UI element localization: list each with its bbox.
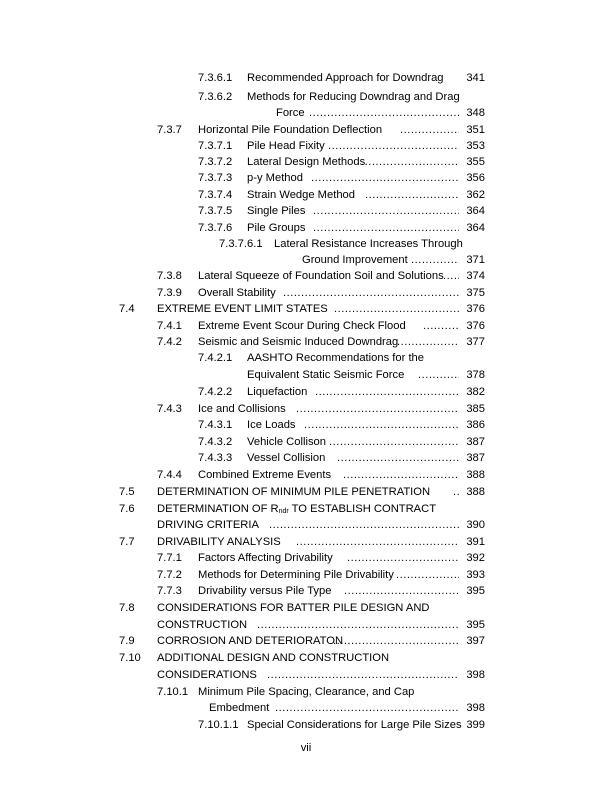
dot-leader <box>309 105 459 121</box>
entry-page: 371 <box>466 254 485 266</box>
toc-entry <box>157 401 485 417</box>
entry-title-cont: Equivalent Static Seismic Force <box>247 369 405 381</box>
entry-number: 7.7.3 <box>157 585 182 597</box>
entry-title: DRIVABILITY ANALYSIS <box>157 536 281 548</box>
toc-entry <box>198 154 485 170</box>
entry-title-pre: DETERMINATION OF R <box>157 503 279 515</box>
toc-entry <box>219 236 485 252</box>
toc-entry <box>157 334 485 350</box>
entry-title: Strain Wedge Method <box>247 189 356 201</box>
entry-title-post: TO ESTABLISH CONTRACT <box>288 503 437 515</box>
entry-title: CORROSION AND DETERIORATON <box>157 635 344 647</box>
toc-entry <box>157 567 485 583</box>
toc-entry <box>198 450 485 466</box>
entry-title-cont: Embedment <box>209 702 270 714</box>
entry-number: 7.3.7.6.1 <box>219 238 263 250</box>
dot-leader <box>396 567 459 583</box>
dot-leader <box>423 318 459 334</box>
entry-page: 392 <box>466 552 485 564</box>
entry-title: Pile Groups <box>247 222 306 234</box>
entry-number: 7.4.3.1 <box>198 419 233 431</box>
entry-number: 7.8 <box>119 602 135 614</box>
toc-entry <box>157 684 485 700</box>
entry-page: 341 <box>466 72 485 84</box>
entry-page: 390 <box>466 519 485 531</box>
entry-number: 7.3.8 <box>157 270 182 282</box>
toc-entry <box>157 583 485 599</box>
entry-title: AASHTO Recommendations for the <box>247 352 425 364</box>
dot-leader <box>304 417 459 433</box>
toc-entry <box>198 384 485 400</box>
dot-leader <box>343 467 459 483</box>
dot-leader <box>334 301 459 317</box>
entry-number: 7.4.1 <box>157 320 182 332</box>
entry-title: Horizontal Pile Foundation Deflection <box>198 124 383 136</box>
toc-entry <box>119 301 485 317</box>
entry-number: 7.7 <box>119 536 135 548</box>
toc-entry <box>198 89 485 105</box>
entry-number: 7.3.7.3 <box>198 172 233 184</box>
dot-leader <box>361 154 459 170</box>
entry-number: 7.10.1 <box>157 686 189 698</box>
dot-leader <box>313 203 459 219</box>
entry-page: 375 <box>466 287 485 299</box>
entry-title: p-y Method <box>247 172 303 184</box>
entry-number: 7.7.1 <box>157 552 182 564</box>
entry-title: Methods for Determining Pile Drivability <box>198 569 394 581</box>
entry-title-cont: CONSTRUCTION <box>157 619 248 631</box>
toc-entry <box>157 550 485 566</box>
entry-page: 356 <box>466 172 485 184</box>
dot-leader <box>397 334 459 350</box>
entry-page: 397 <box>466 635 485 647</box>
entry-number: 7.10 <box>119 652 141 664</box>
entry-title: Vehicle Collison <box>247 436 326 448</box>
entry-page: 395 <box>466 619 485 631</box>
entry-number: 7.3.9 <box>157 287 182 299</box>
dot-leader <box>337 450 459 466</box>
toc-entry <box>198 717 485 733</box>
entry-number: 7.4.2.1 <box>198 352 233 364</box>
entry-number: 7.3.7 <box>157 124 182 136</box>
entry-number: 7.3.6.2 <box>198 91 233 103</box>
entry-page: 377 <box>466 336 485 348</box>
entry-number: 7.4.3 <box>157 403 182 415</box>
entry-page: 382 <box>466 386 485 398</box>
entry-page: 385 <box>466 403 485 415</box>
dot-leader <box>400 122 459 138</box>
entry-title: Methods for Reducing Downdrag and Drag <box>247 91 460 103</box>
toc-entry <box>198 417 485 433</box>
dot-leader <box>311 170 459 186</box>
entry-title-subscript: ndr <box>278 508 289 515</box>
entry-title: Vessel Collision <box>247 452 326 464</box>
entry-page: 362 <box>466 189 485 201</box>
toc-entry <box>157 122 485 138</box>
dot-leader <box>313 220 459 236</box>
dot-leader <box>257 617 459 633</box>
entry-page: 399 <box>466 719 485 731</box>
entry-title: Special Considerations for Large Pile Sizes <box>247 719 462 731</box>
entry-title: CONSIDERATIONS FOR BATTER PILE DESIGN AND <box>157 602 430 614</box>
toc-entry <box>198 138 485 154</box>
entry-number: 7.4.2.2 <box>198 386 233 398</box>
entry-number: 7.4 <box>119 303 135 315</box>
entry-page: 388 <box>466 469 485 481</box>
entry-page: 364 <box>466 205 485 217</box>
entry-page: 388 <box>466 486 485 498</box>
toc-entry <box>157 285 485 301</box>
toc-entry <box>198 187 485 203</box>
toc-entry <box>198 220 485 236</box>
dot-leader <box>365 187 459 203</box>
toc-entry <box>119 600 485 616</box>
entry-page: 398 <box>466 669 485 681</box>
entry-page: 387 <box>466 452 485 464</box>
toc-entry-continuation <box>219 252 485 268</box>
toc-entry-continuation <box>198 105 485 121</box>
entry-title: Seismic and Seismic Induced Downdrag <box>198 336 399 348</box>
entry-number: 7.3.7.1 <box>198 140 233 152</box>
entry-title: Extreme Event Scour During Check Flood <box>198 320 406 332</box>
entry-page: 351 <box>466 124 485 136</box>
dot-leader <box>344 583 459 599</box>
entry-title-cont: DRIVING CRITERIA <box>157 519 259 531</box>
entry-title: Factors Affecting Drivability <box>198 552 333 564</box>
entry-page: 391 <box>466 536 485 548</box>
entry-title: ADDITIONAL DESIGN AND CONSTRUCTION <box>157 652 390 664</box>
entry-title-cont: Ground Improvement <box>302 254 408 266</box>
entry-page: 393 <box>466 569 485 581</box>
entry-number: 7.3.7.4 <box>198 189 233 201</box>
entry-number: 7.3.7.5 <box>198 205 233 217</box>
toc-entry <box>198 203 485 219</box>
dot-leader <box>269 517 459 533</box>
entry-title: Ice Loads <box>247 419 296 431</box>
dot-leader <box>328 138 459 154</box>
entry-title: EXTREME EVENT LIMIT STATES <box>157 303 328 315</box>
page-footer-number: vii <box>300 742 312 754</box>
toc-entry <box>157 318 485 334</box>
toc-entry-continuation <box>119 667 485 683</box>
entry-number: 7.4.3.2 <box>198 436 233 448</box>
dot-leader <box>443 268 459 284</box>
toc-entry <box>198 434 485 450</box>
dot-leader <box>411 252 459 268</box>
dot-leader <box>315 384 459 400</box>
entry-page: 398 <box>466 702 485 714</box>
entry-title: Ice and Collisions <box>198 403 286 415</box>
dot-leader <box>347 550 459 566</box>
entry-page: 376 <box>466 303 485 315</box>
toc-entry-continuation <box>157 700 485 716</box>
entry-number: 7.5 <box>119 486 135 498</box>
entry-number: 7.9 <box>119 635 135 647</box>
entry-number: 7.3.6.1 <box>198 72 233 84</box>
dot-leader <box>296 401 459 417</box>
dot-leader <box>418 367 459 383</box>
entry-number: 7.6 <box>119 503 135 515</box>
toc-entry <box>119 501 485 517</box>
toc-entry <box>119 484 485 500</box>
toc-entry-continuation <box>198 367 485 383</box>
toc-entry-continuation <box>119 617 485 633</box>
toc-entry <box>119 650 485 666</box>
entry-title: Drivability versus Pile Type <box>198 585 332 597</box>
dot-leader <box>275 700 459 716</box>
entry-title: Overall Stability <box>198 287 276 299</box>
toc-entry <box>157 268 485 284</box>
dot-leader <box>333 633 459 649</box>
entry-page: 364 <box>466 222 485 234</box>
entry-title: Liquefaction <box>247 386 308 398</box>
entry-page: 387 <box>466 436 485 448</box>
entry-number: 7.4.3.3 <box>198 452 233 464</box>
entry-title: Minimum Pile Spacing, Clearance, and Cap <box>198 686 415 698</box>
dot-leader <box>267 667 459 683</box>
entry-number: 7.7.2 <box>157 569 182 581</box>
entry-number: 7.3.7.6 <box>198 222 233 234</box>
toc-entry <box>198 350 485 366</box>
entry-number: 7.4.4 <box>157 469 182 481</box>
toc-entry-continuation <box>119 517 485 533</box>
entry-title: Single Piles <box>247 205 306 217</box>
entry-page: 355 <box>466 156 485 168</box>
entry-page: 395 <box>466 585 485 597</box>
entry-page: 348 <box>466 107 485 119</box>
entry-title: Lateral Squeeze of Foundation Soil and Solutions <box>198 270 444 282</box>
entry-page: 376 <box>466 320 485 332</box>
entry-title: Recommended Approach for Downdrag <box>247 72 444 84</box>
entry-title: Lateral Resistance Increases Through <box>274 238 463 250</box>
toc-entry <box>119 534 485 550</box>
entry-title-cont: Force <box>276 107 305 119</box>
toc-entry <box>157 467 485 483</box>
dot-leader <box>296 534 459 550</box>
entry-title: Pile Head Fixity <box>247 140 325 152</box>
entry-number: 7.4.2 <box>157 336 182 348</box>
dot-leader <box>329 434 459 450</box>
toc-entry <box>198 70 485 86</box>
entry-number: 7.3.7.2 <box>198 156 233 168</box>
entry-title: DETERMINATION OF MINIMUM PILE PENETRATION <box>157 486 431 498</box>
entry-page: 353 <box>466 140 485 152</box>
entry-page: 386 <box>466 419 485 431</box>
dot-leader <box>283 285 459 301</box>
entry-title: Combined Extreme Events <box>198 469 332 481</box>
toc-entry <box>198 170 485 186</box>
entry-page: 374 <box>466 270 485 282</box>
entry-number: 7.10.1.1 <box>198 719 239 731</box>
entry-page: 378 <box>466 369 485 381</box>
entry-title: Lateral Design Methods <box>247 156 366 168</box>
toc-entry <box>119 633 485 649</box>
entry-title-cont: CONSIDERATIONS <box>157 669 257 681</box>
